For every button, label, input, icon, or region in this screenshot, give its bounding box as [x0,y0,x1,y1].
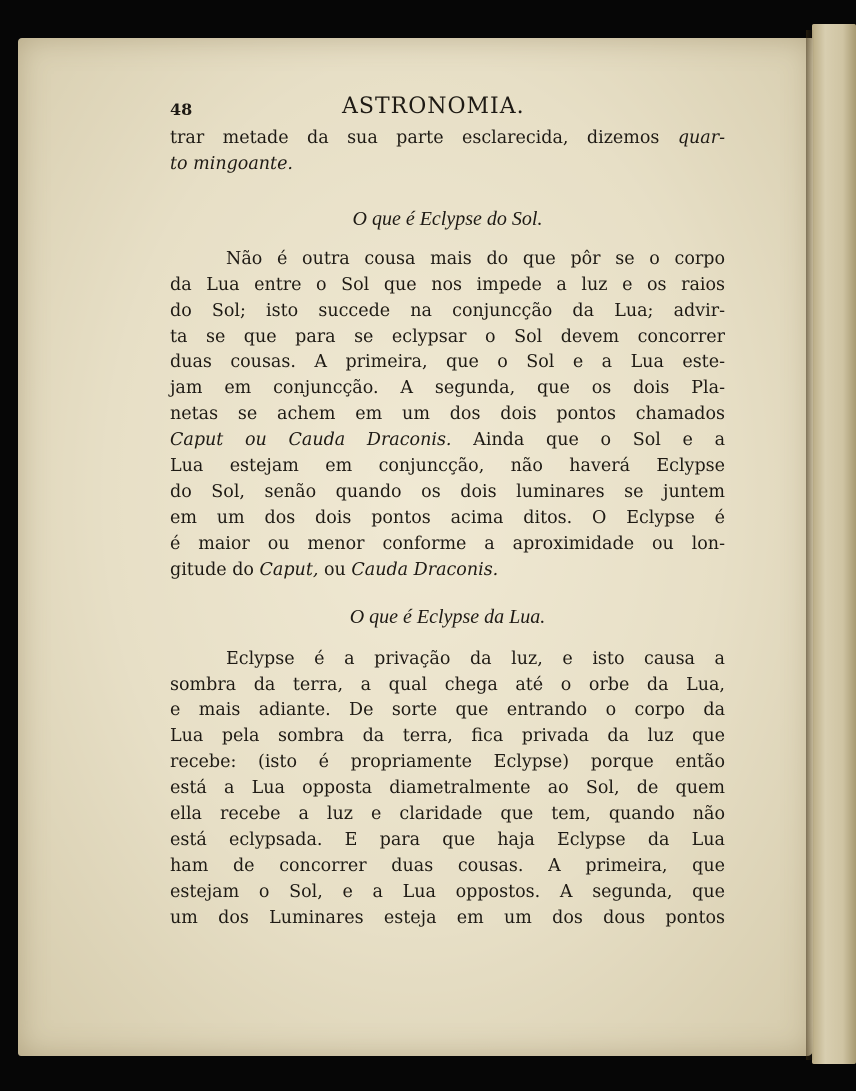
text-line: gitude do Caput, ou Cauda Draconis. [170,559,499,580]
text-line: recebe: (isto é propriamente Eclypse) porque então [170,752,725,773]
text-line: duas cousas. A primeira, que o Sol e a Lua este- [170,352,725,373]
text-line: e mais adiante. De sorte que entrando o corpo da [170,700,725,721]
text-line: Lua pela sombra da terra, fica privada da luz que [170,726,725,747]
page-text [170,92,725,932]
text-line: um dos Luminares esteja em um dos dous pontos [170,907,725,928]
page-number: 48 [170,100,193,119]
text-line: ella recebe a luz e claridade que tem, quando não [170,804,725,825]
text-line: ham de concorrer duas cousas. A primeira, que [170,855,725,876]
text-line: Eclypse é a privação da luz, e isto causa a [226,648,725,669]
next-page-edge [812,24,856,1064]
text-line: é maior ou menor conforme a aproximidade ou lon- [170,533,725,554]
section-heading-sun-eclipse: O que é Eclypse do Sol. [352,207,543,230]
page-edge-shadow [806,30,814,1060]
text-line: jam em conjuncção. A segunda, que os dois Pla- [170,378,725,399]
paragraph-moon-eclipse [170,647,725,932]
text-line: Lua estejam em conjuncção, não haverá Eclypse [170,456,725,477]
text-line: Caput ou Cauda Draconis. Ainda que o Sol e a [170,430,726,451]
continuation-paragraph [170,126,725,178]
text-line: to mingoante. [170,153,293,174]
text-line: estejam o Sol, e a Lua oppostos. A segunda, que [170,881,725,902]
section-heading-moon-eclipse: O que é Eclypse da Lua. [349,605,546,628]
text-line: sombra da terra, a qual chega até o orbe da Lua, [170,674,725,695]
text-line: está eclypsada. E para que haja Eclypse da Lua [170,829,725,850]
text-line: trar metade da sua parte esclarecida, dizemos quar- [170,128,725,148]
text-line: ta se que para se eclypsar o Sol devem concorrer [170,326,725,347]
running-head: ASTRONOMIA. [342,94,525,119]
text-line: do Sol, senão quando os dois luminares se juntem [170,481,725,502]
text-line: da Lua entre o Sol que nos impede a luz e os raios [170,274,725,295]
text-line: em um dos dois pontos acima ditos. O Eclypse é [170,507,725,528]
paragraph-sun-eclipse [170,247,725,584]
text-line: está a Lua opposta diametralmente ao Sol, de quem [170,778,725,799]
text-line: netas se achem em um dos dois pontos chamados [170,404,725,425]
page-header [170,92,725,126]
text-line: do Sol; isto succede na conjuncção da Lua; advir- [170,300,725,321]
text-line: Não é outra cousa mais do que pôr se o corpo [226,248,725,269]
